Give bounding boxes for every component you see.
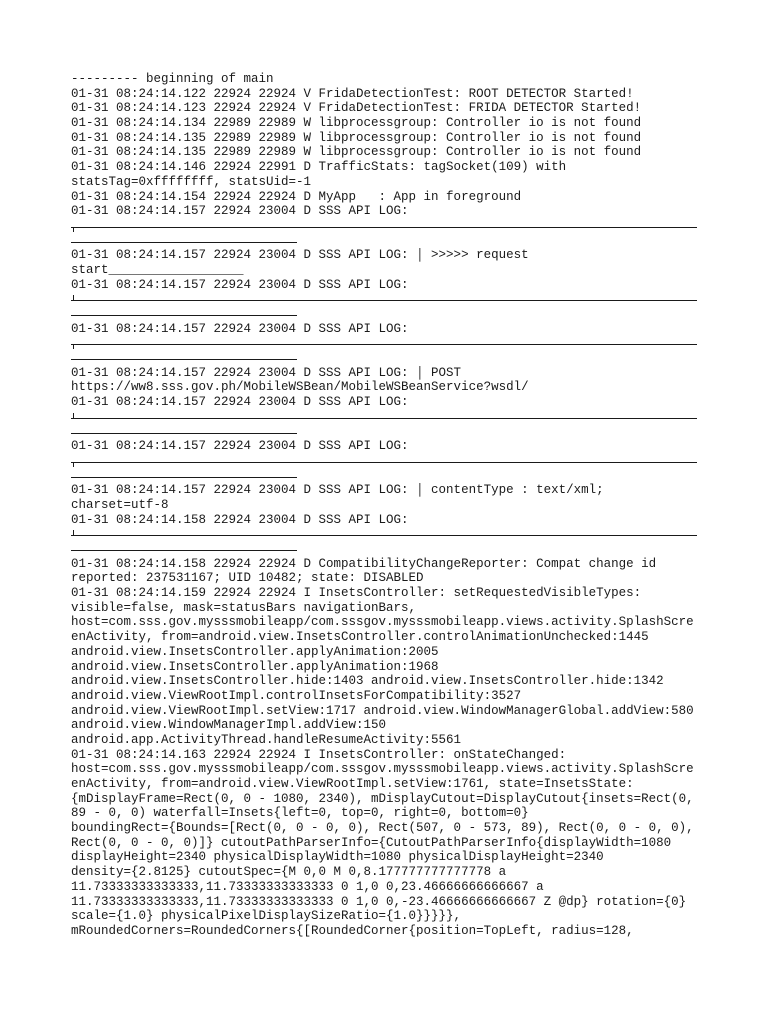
log-line: charset=utf-8 (71, 497, 169, 512)
box-top-border (71, 219, 701, 234)
log-line: 01-31 08:24:14.157 22924 23004 D SSS API LOG: │ POST (71, 365, 462, 380)
log-line: 01-31 08:24:14.159 22924 22924 I InsetsController: setRequestedVisibleTypes: (71, 586, 642, 601)
border-corner (73, 227, 74, 232)
log-line: host=com.sss.gov.mysssmobileapp/com.sssgov.mysssmobileapp.views.activity.SplashScre (71, 762, 694, 777)
box-bottom-border (71, 527, 701, 542)
log-line: host=com.sss.gov.mysssmobileapp/com.sssgov.mysssmobileapp.views.activity.SplashScre (71, 615, 694, 630)
border-line (71, 462, 697, 463)
log-line: android.view.InsetsController.applyAnimation:1968 (71, 659, 439, 674)
log-line: android.view.InsetsController.applyAnimation:2005 (71, 644, 439, 659)
border-line (71, 477, 297, 478)
box-bottom-border (71, 292, 701, 307)
log-line: scale={1.0} physicalPixelDisplaySizeRatio={1.0}}}}}, (71, 909, 462, 924)
log-line: 01-31 08:24:14.135 22989 22989 W libprocessgroup: Controller io is not found (71, 130, 642, 145)
log-line: 01-31 08:24:14.157 22924 23004 D SSS API LOG: (71, 204, 409, 219)
log-line: statsTag=0xffffffff, statsUid=-1 (71, 174, 312, 189)
log-line: start__________________ (71, 262, 244, 277)
log-line: displayHeight=2340 physicalDisplayWidth=1080 physicalDisplayHeight=2340 (71, 850, 604, 865)
border-continuation (71, 542, 701, 557)
box-bottom-border (71, 410, 701, 425)
log-line: 01-31 08:24:14.157 22924 23004 D SSS API LOG: │ contentType : text/xml; (71, 483, 604, 498)
border-line (71, 550, 297, 551)
border-line (71, 535, 697, 536)
log-line: 01-31 08:24:14.163 22924 22924 I InsetsController: onStateChanged: (71, 747, 567, 762)
border-continuation (71, 425, 701, 440)
border-line (71, 344, 697, 345)
log-line: android.view.InsetsController.hide:1403 android.view.InsetsController.hide:1342 (71, 674, 664, 689)
log-line: android.view.ViewRootImpl.setView:1717 android.view.WindowManagerGlobal.addView:580 (71, 703, 694, 718)
border-continuation (71, 307, 701, 322)
box-top-border (71, 336, 701, 351)
log-line: 01-31 08:24:14.146 22924 22991 D TrafficStats: tagSocket(109) with (71, 160, 567, 175)
log-line: 11.73333333333333,11.73333333333333 0 1,0 0,-23.46666666666667 Z @dp} rotation={0} (71, 894, 687, 909)
log-line: 01-31 08:24:14.134 22989 22989 W libprocessgroup: Controller io is not found (71, 116, 642, 131)
log-line: {mDisplayFrame=Rect(0, 0 - 1080, 2340), mDisplayCutout=DisplayCutout{insets=Rect(0, (71, 791, 694, 806)
log-line: 01-31 08:24:14.158 22924 23004 D SSS API LOG: (71, 512, 409, 527)
border-line (71, 242, 297, 243)
log-line: 01-31 08:24:14.157 22924 23004 D SSS API LOG: (71, 277, 409, 292)
log-line: 01-31 08:24:14.135 22989 22989 W libprocessgroup: Controller io is not found (71, 145, 642, 160)
log-line: enActivity, from=android.view.InsetsController.controlAnimationUnchecked:1445 (71, 630, 649, 645)
log-line: android.view.WindowManagerImpl.addView:150 (71, 718, 387, 733)
border-line (71, 300, 697, 301)
border-corner (73, 295, 74, 300)
border-continuation (71, 469, 701, 484)
border-line (71, 359, 297, 360)
log-line: 01-31 08:24:14.158 22924 22924 D CompatibilityChangeReporter: Compat change id (71, 556, 657, 571)
log-line: boundingRect={Bounds=[Rect(0, 0 - 0, 0), Rect(507, 0 - 573, 89), Rect(0, 0 - 0, 0), (71, 821, 694, 836)
border-line (71, 433, 297, 434)
log-line: android.view.ViewRootImpl.controlInsetsForCompatibility:3527 (71, 688, 522, 703)
log-line: density={2.8125} cutoutSpec={M 0,0 M 0,8.177777777777778 a (71, 865, 507, 880)
log-line: 01-31 08:24:14.157 22924 23004 D SSS API LOG: (71, 395, 409, 410)
box-top-border (71, 454, 701, 469)
log-line: 01-31 08:24:14.154 22924 22924 D MyApp : App in foreground (71, 189, 522, 204)
log-line: --------- beginning of main (71, 72, 274, 86)
border-continuation (71, 351, 701, 366)
log-line: 01-31 08:24:14.157 22924 23004 D SSS API LOG: (71, 439, 409, 454)
log-line: 01-31 08:24:14.157 22924 23004 D SSS API LOG: │ >>>>> request (71, 248, 529, 263)
log-line: visible=false, mask=statusBars navigationBars, (71, 600, 417, 615)
border-line (71, 315, 297, 316)
border-corner (73, 413, 74, 418)
border-corner (73, 344, 74, 349)
log-line: 11.73333333333333,11.73333333333333 0 1,0 0,23.46666666666667 a (71, 879, 544, 894)
log-line: Rect(0, 0 - 0, 0)]} cutoutPathParserInfo={CutoutPathParserInfo{displayWidth=1080 (71, 835, 672, 850)
log-output (71, 72, 701, 939)
log-line: 89 - 0, 0) waterfall=Insets{left=0, top=0, right=0, bottom=0} (71, 806, 529, 821)
border-continuation (71, 234, 701, 249)
log-line: https://ww8.sss.gov.ph/MobileWSBean/MobileWSBeanService?wsdl/ (71, 380, 529, 395)
border-line (71, 418, 697, 419)
log-line: android.app.ActivityThread.handleResumeActivity:5561 (71, 732, 462, 747)
border-corner (73, 530, 74, 535)
log-line: 01-31 08:24:14.157 22924 23004 D SSS API LOG: (71, 321, 409, 336)
log-line: 01-31 08:24:14.122 22924 22924 V FridaDetectionTest: ROOT DETECTOR Started! (71, 86, 634, 101)
log-line: enActivity, from=android.view.ViewRootImpl.setView:1761, state=InsetsState: (71, 777, 634, 791)
border-line (71, 227, 697, 228)
log-line: mRoundedCorners=RoundedCorners{[RoundedCorner{position=TopLeft, radius=128, (71, 923, 634, 938)
border-corner (73, 462, 74, 467)
log-line: reported: 237531167; UID 10482; state: DISABLED (71, 571, 424, 586)
log-line: 01-31 08:24:14.123 22924 22924 V FridaDetectionTest: FRIDA DETECTOR Started! (71, 101, 642, 116)
